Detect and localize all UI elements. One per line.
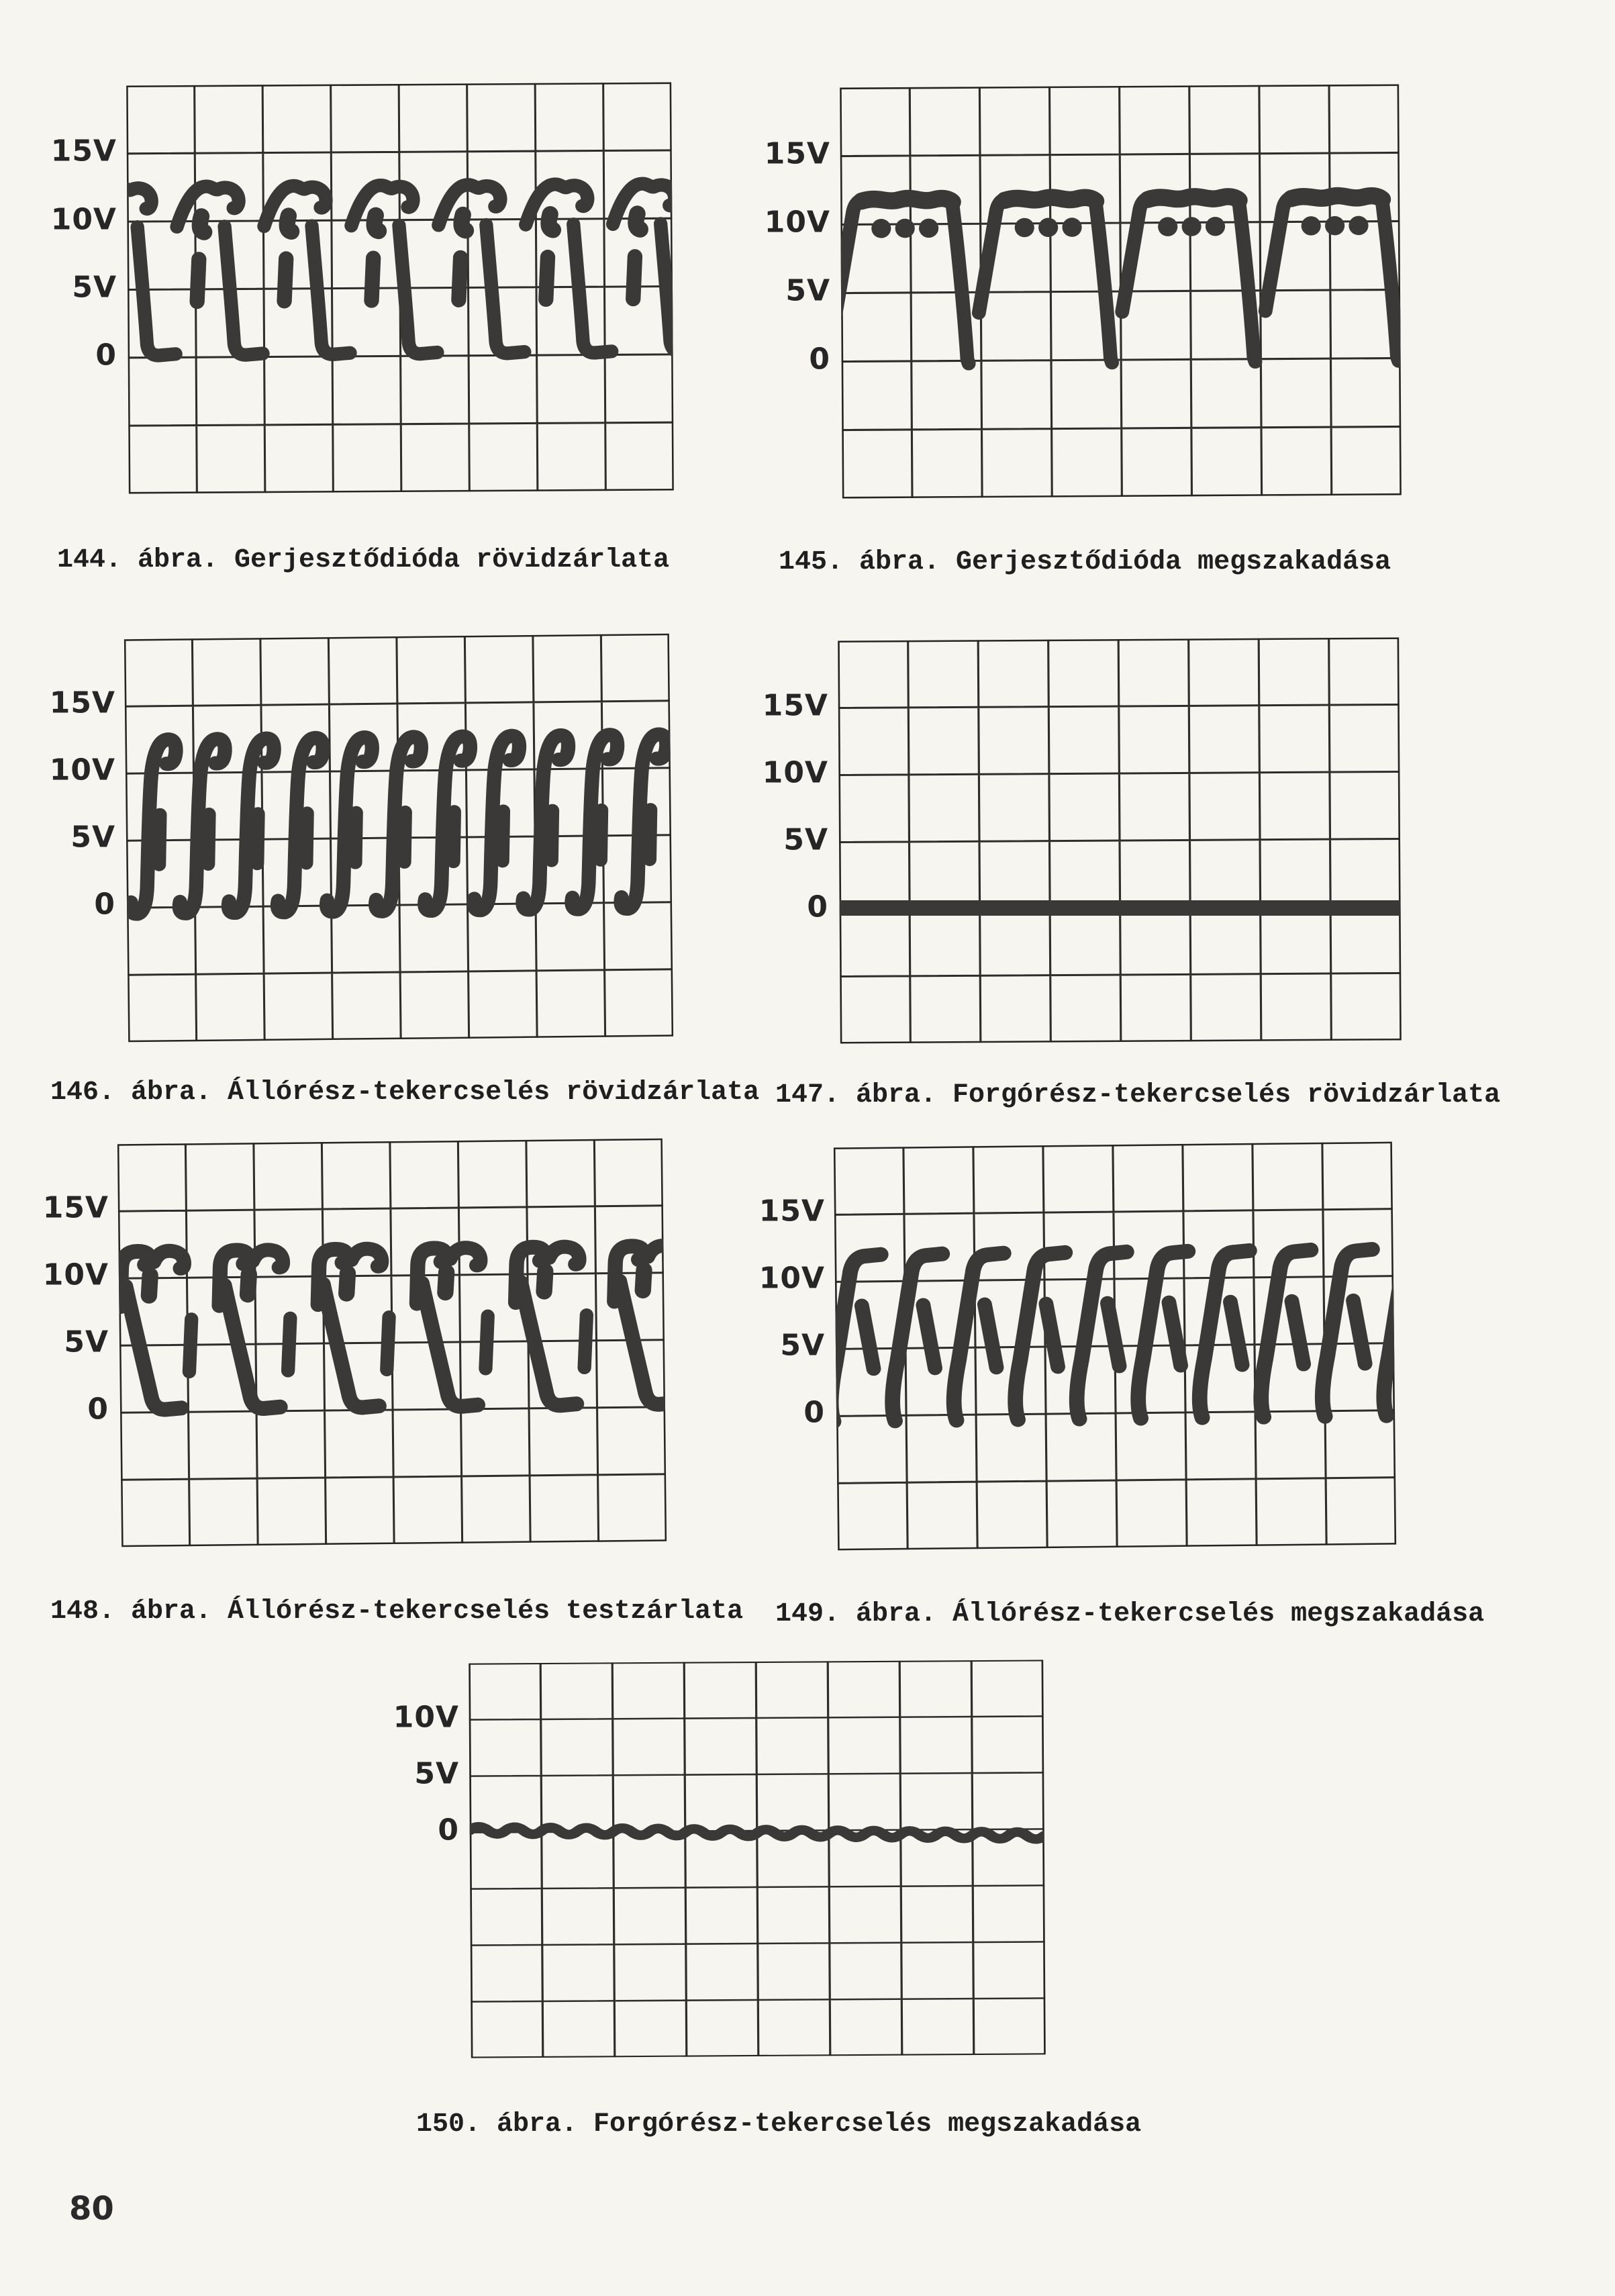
y-axis-label: 0: [87, 1392, 109, 1427]
y-axis-label: 5V: [72, 270, 117, 305]
y-axis-labels: [748, 1145, 829, 1547]
graticule-grid: [838, 637, 1402, 1043]
figure-caption: 145. ábra. Gerjesztődióda megszakadása: [779, 547, 1391, 577]
figure-150: [383, 1662, 1044, 2056]
y-axis-label: 5V: [414, 1756, 459, 1791]
y-axis-label: 0: [438, 1813, 459, 1848]
y-axis-labels: [752, 639, 832, 1042]
waveform-trace: [129, 734, 669, 914]
y-axis-label: 10V: [50, 202, 117, 237]
y-axis-label: 15V: [49, 685, 115, 720]
oscillogram-148: [119, 1141, 665, 1544]
y-axis-label: 0: [803, 1395, 825, 1430]
figure-caption: 144. ábra. Gerjesztődióda rövidzárlata: [57, 545, 670, 575]
y-axis-labels: [754, 86, 834, 497]
figure-caption: 146. ábra. Állórész-tekercselés rövidzárlata: [50, 1078, 760, 1108]
figure-caption: 147. ábra. Forgórész-tekercselés rövidzárlata: [775, 1080, 1501, 1110]
y-axis-labels: [39, 636, 119, 1039]
figure-146: [39, 636, 671, 1039]
figure-caption: 148. ábra. Állórész-tekercselés testzárlata: [50, 1596, 744, 1627]
y-axis-label: 10V: [762, 755, 828, 790]
y-axis-labels: [40, 84, 121, 492]
figure-148: [32, 1141, 665, 1544]
oscillogram-144: [128, 84, 673, 492]
y-axis-label: 10V: [764, 205, 830, 240]
y-axis-label: 15V: [758, 1194, 825, 1229]
waveform-trace: [840, 904, 1401, 911]
y-axis-label: 0: [94, 887, 115, 922]
page-number: 80: [69, 2190, 114, 2228]
y-axis-label: 0: [95, 338, 117, 373]
graticule-grid: [469, 1660, 1046, 2058]
y-axis-labels: [383, 1662, 463, 2056]
y-axis-label: 10V: [393, 1700, 459, 1735]
figure-caption: 149. ábra. Állórész-tekercselés megszakadása: [775, 1599, 1485, 1629]
oscillogram-145: [841, 86, 1400, 497]
y-axis-label: 5V: [783, 822, 828, 857]
y-axis-label: 15V: [764, 136, 830, 171]
y-axis-label: 10V: [42, 1257, 109, 1292]
y-axis-label: 10V: [758, 1261, 825, 1296]
y-axis-label: 5V: [64, 1325, 109, 1359]
figure-145: [754, 86, 1400, 497]
y-axis-label: 10V: [49, 753, 115, 787]
y-axis-label: 5V: [70, 820, 115, 855]
y-axis-label: 5V: [785, 273, 830, 308]
oscillogram-149: [836, 1145, 1394, 1547]
figure-149: [748, 1145, 1394, 1547]
figure-caption: 150. ábra. Forgórész-tekercselés megszakadása: [416, 2109, 1142, 2140]
y-axis-label: 15V: [42, 1190, 109, 1225]
y-axis-label: 5V: [780, 1328, 825, 1363]
y-axis-label: 0: [807, 890, 828, 924]
y-axis-labels: [32, 1141, 113, 1544]
oscillogram-147: [839, 639, 1400, 1042]
figure-147: [752, 639, 1400, 1042]
figure-144: [40, 84, 673, 492]
oscillogram-146: [126, 636, 671, 1039]
oscillogram-150: [470, 1662, 1044, 2056]
y-axis-label: 15V: [762, 688, 828, 723]
y-axis-label: 0: [809, 342, 830, 377]
y-axis-label: 15V: [50, 134, 117, 169]
